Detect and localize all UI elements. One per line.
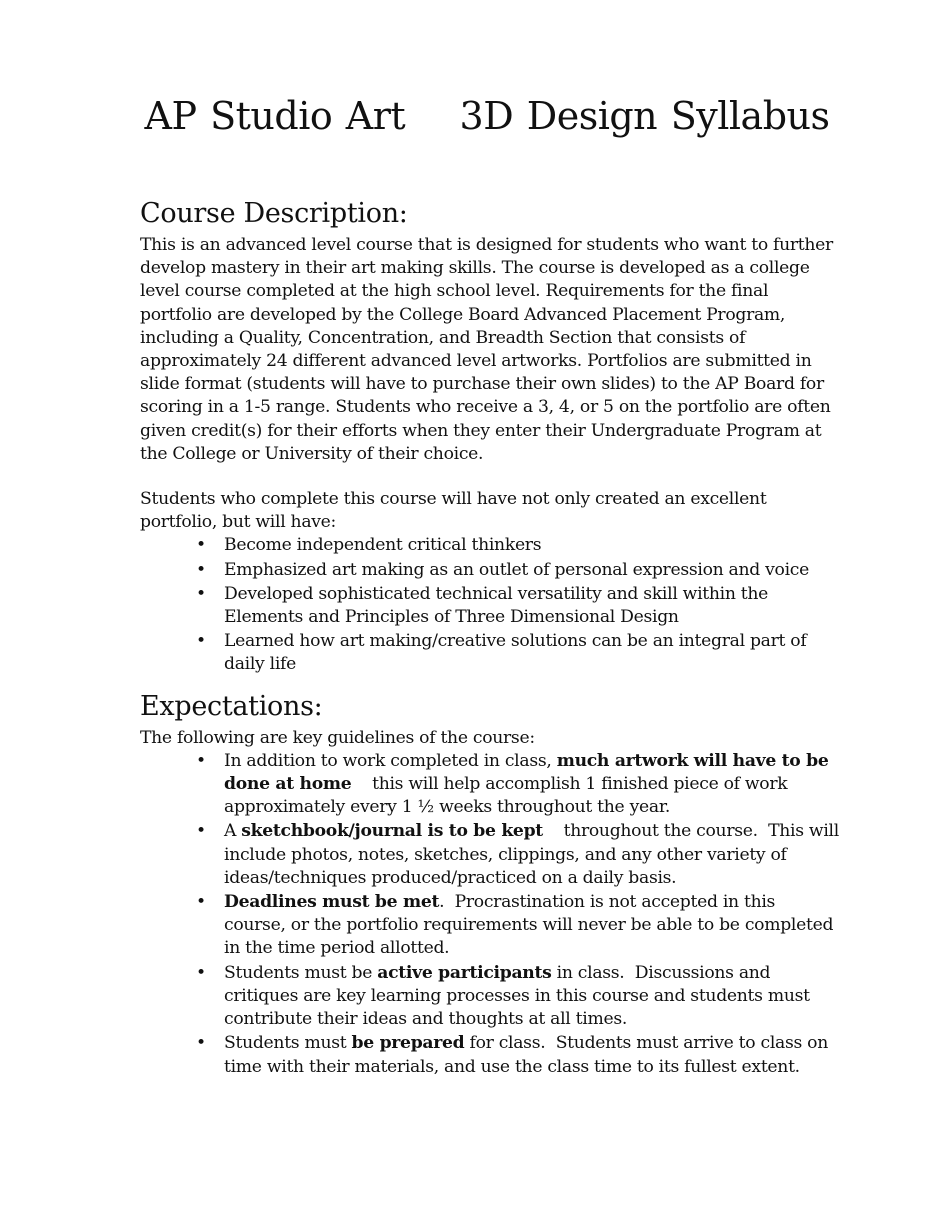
expectation-text: this will help accomplish 1 finished piece of work approximately every 1 ½ weeks throughout the year. (224, 774, 793, 818)
expectations-list (140, 750, 845, 1079)
expectation-text: A (224, 821, 242, 842)
outcome-item: • Developed sophisticated technical versatility and skill within the Elements and Principles of Three Dimensional Design (224, 583, 840, 629)
title-part-1: AP Studio Art (144, 94, 406, 138)
expectation-emphasis: much artwork will have to be done at home (224, 750, 829, 795)
expectations-heading: Expectations: (140, 690, 323, 722)
course-description-heading: Course Description: (140, 198, 408, 229)
expectation-text: throughout the course. This will include photos, notes, sketches, clippings, and any other variety of ideas/techniques produced/practiced on a daily basis. (224, 821, 845, 888)
course-description-paragraph-2: Students who complete this course will have not only created an excellent portfolio, but will have: (140, 489, 767, 533)
outcomes-list (140, 534, 840, 676)
expectation-text: in class. Discussions and critiques are key learning processes in this course and students must contribute their ideas and thoughts at all times. (224, 962, 815, 1030)
expectation-text: . Procrastination is not accepted in this course, or the portfolio requirements will never be able to be completed in the time period allotted. (224, 892, 839, 959)
document-title (134, 88, 840, 144)
expectation-item (224, 962, 840, 1032)
expectation-item (224, 750, 840, 820)
expectation-emphasis: active participants (377, 962, 552, 983)
expectation-text: In addition to work completed in class, (224, 750, 557, 771)
expectations-intro: The following are key guidelines of the course: (140, 727, 535, 748)
expectation-emphasis: be prepared (351, 1033, 465, 1054)
expectation-text: for class. Students must arrive to class on time with their materials, and use the class time to its fullest extent. (224, 1033, 834, 1077)
expectation-text: Students must (224, 1033, 352, 1054)
expectation-item (224, 820, 845, 890)
title-part-2: 3D Design Syllabus (459, 94, 830, 138)
expectation-emphasis: Deadlines must be met (224, 892, 440, 913)
outcome-item: • Learned how art making/creative solutions can be an integral part of daily life (224, 630, 840, 676)
expectation-text: Students must be (224, 962, 378, 983)
expectation-emphasis: sketchbook/journal is to be kept (241, 821, 543, 842)
expectation-item (224, 891, 840, 961)
document-page (140, 88, 845, 1079)
outcome-item: • Become independent critical thinkers (224, 534, 840, 557)
outcome-item: • Emphasized art making as an outlet of personal expression and voice (224, 559, 840, 582)
expectation-item (224, 1032, 840, 1078)
course-description-paragraph-1: This is an advanced level course that is designed for students who want to further develop mastery in their art making skills. The course is developed as a college level course completed at the high school level. Requirements for the final portfolio are developed by the College Board Advanced Placement Program, including a Quality, Concentration, and Breadth Section that consists of approximately 24 different advanced level artworks. Portfolios are submitted in slide format (students will have to purchase their own slides) to the AP Board for scoring in a 1-5 range. Students who receive a 3, 4, or 5 on the portfolio are often given credit(s) for their efforts when they enter their Undergraduate Program at the College or University of their choice. (140, 235, 833, 464)
